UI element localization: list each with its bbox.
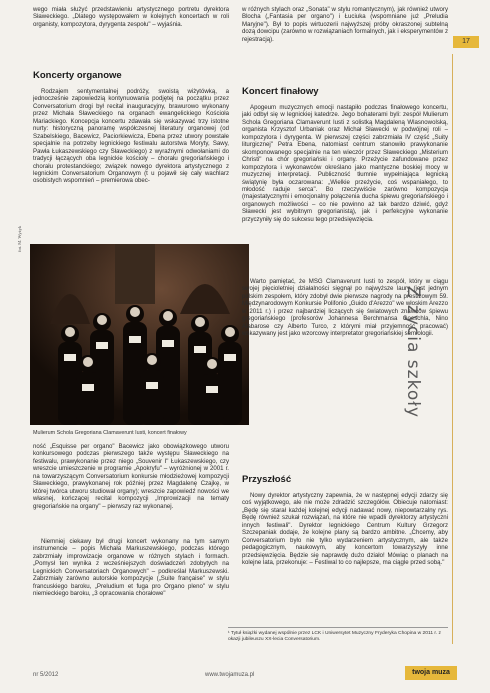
footnote: ¹ Tytuł książki wydanej wspólnie przez LCK i Uniwersytet Muzyczny Fryderyka Chopina w 2011 r. z okazji jubileuszu XX-lecia Conversatorium. xyxy=(228,631,441,642)
page-number: 17 xyxy=(453,36,479,48)
section-label xyxy=(403,222,479,482)
heading-przyszlosc: Przyszłość xyxy=(242,474,292,485)
col2-top-paragraph: w różnych stylach oraz „Sonata" w stylu romantycznym), jak również utwory Blocha („Fantasia per organo") i Łuciuka (wspomniane już „Preludia Maryjne"). Był to popis wirtuozerii najwyższej próby okraszonej subtelną dozą dowcipu (zarówno w rozwiązaniach formalnych, jak i eksperymentów z rejestracją). xyxy=(242,6,448,43)
website-link[interactable]: www.twojamuza.pl xyxy=(205,672,255,678)
heading-koncert-finalowy: Koncert finałowy xyxy=(242,86,319,97)
magazine-brand: twoja muza xyxy=(405,666,457,680)
margin-rule xyxy=(452,54,453,644)
photo-credit: fot. M. Wyżyk xyxy=(17,225,22,252)
col2-final-concert-paragraph: Apogeum muzycznych emocji nastąpiło podczas finałowego koncertu, jaki odbył się w legnickiej katedrze. Jego bohaterami byli: zespół Mulierum Schola Gregoriana Clamaverunt Iusti z solistką Magdaleną Wlasnowolską, organista Krzysztof Urbaniak oraz Michał Sławecki w podwójnej roli – kompozytora i dyrygenta. W pierwszej części zabrzmiała IV część „Suity liturgicznej" Petra Ebena, natomiast centrum stanowiło prawykonanie skomponowanego specjalnie na ten wieczór przez Sławeckiego „Misterium Christi" na chór gregoriański i organy. Przeżycie zafundowane przez kompozytora i wykonawców określano jako mantyczne boskiej mocy w muzycznej interpretacji. Publiczność tłumnie wypełniająca legnicką świątynię była oczarowana: „Wielkie przeżycie, coś wspaniałego, to młodość raduje serca". Bo rzeczywiście zarówno kompozycja (majestatycznymi i emocjonalny połączenia ducha śpiewu gregoriańskiego i organowych możliwości – co nie powinno aż tak bardzo dziwić, gdyż Sławecki jest wybitnym gregorianistą), jak i perfekcyjne wykonanie przyczyniły się do sukcesu tego przedsięwzięcia. xyxy=(242,104,448,223)
issue-number: nr 5/2012 xyxy=(33,672,59,678)
col1-organ-paragraph: Rodzajem sentymentalnej podróży, swoistą wiżytówką, a jednocześnie zapowiedzią kontynuowania podjętej na początku przez Conversatorium drogi był recital inauguracyjny, brawurowo wykonany przez Michała Sławeckiego na organach ewangelickiego Kościoła Mariackiego. Koncepcja koncertu zdawała się wskazywać trzy istotne nurty: historyczną panoramę współczesnej literatury organowej (od Szabelskiego, Bacewicz, Paciorkiewicza, Ebena przez utwory powstałe specjalnie na potrzeby legnickiego festiwalu autorstwa Moryty, Sawy, Pawła Łukaszewskiego czy Sławeckiego) z wyraźnymi odwołaniami do tradycji łączących oba legnickie kościoły – chorału gregoriańskiego i chorału protestanckiego; związek nowego dyrektora artystycznego z legnickim Conversatorium Organowym (t u pojawił się cały wachlarz osobistych wspomnień – premierowa obec- xyxy=(33,88,229,185)
col1-intro-paragraph: wego miała służyć przedstawieniu artystycznego portretu dyrektora Sławeckiego. „Dlatego występowałem w kolejnych koncertach w roli organisty, kompozytora, dyrygenta zespołu" – wyjaśnia. xyxy=(33,6,229,28)
col1-continuation-paragraph: ność „Esquisse per organo" Bacewicz jako obowiązkowego utworu konkursowego podczas pierwszego także występu Sławeckiego na festiwalu, prawykonanie przez niego „Souvenir I" Łukaszewskiego, czy wreszcie umieszczenie w programie „Apokryfu" – wyróżnionej w 2001 r. na towarzyszącym Conversatorium konkursie młodzieżowej kompozycji Sławeckiego, prawykonanej rok później przez Magdalenę Czajkę, w której twórca utworu studiował organy); wreszcie zapowiedź nowości we własnej, kończącej recital kompozycji „Improwizacji na tematy gregoriańskie na organy" – pierwszy raz wykonanej. xyxy=(33,443,229,510)
photo-caption: Mulierum Schola Gregoriana Clamaverunt Iusti, koncert finałowy xyxy=(33,430,187,436)
col2-future-paragraph: Nowy dyrektor artystyczny zapewnia, że w następnej edycji zdarzy się coś wyjątkowego, ale nie może zdradzić szczegółów. Obiecuje natomiast: „Będę się starał każdej kolejnej edycji nadawać nowy, niepowtarzalny rys. Będę również szukał rozwiązań, na które nie wpadli dyrektorzy artystyczni innych festiwali". Dyrektor legnickiego Centrum Kultury Grzegorz Szczepaniak dodaje, że kolejne plany są bardzo ambitne. „Chcemy, aby Conversatorium było nie tylko wydarzeniem artystycznym, ale także pedagogicznym, naukowym, aby koncertom towarzyszyły inne przedsięwzięcia. Będzie się naprawdę dużo działo! Mówiąc o planach na kolejne lata, przekonuje: – Festiwal to co najlepsze, ma ciągle przed sobą." xyxy=(242,492,448,567)
heading-koncerty-organowe: Koncerty organowe xyxy=(33,70,122,81)
footnote-divider xyxy=(228,627,448,628)
concert-photo xyxy=(30,244,249,425)
col2-ensemble-paragraph: Warto pamiętać, że MSG Clamaverunt Iusti to zespół, który w ciągu swojej pięcioletniej działalności sięgnął po najwyższe laury (jest jednym polskim zespołem, który zdobył dwie pierwsze nagrody na prestiżowym 59. Międzynarodowym Konkursie Polifonio „Guido d'Arezzo" we włoskim Arezzo w 2011 r.) i przez najbardziej liczących się światowych znawców śpiewu gregoriańskiego (profesorów Johannesa Berchmansa Goeschla, Nino Alabarose czy Alberto Turco, z którymi miał przyjemność pracować) wskazywany jest jako wzorcowy interpretator gregoriańskiej semiologii. xyxy=(242,278,448,338)
col1-second-concert-paragraph: Niemniej ciekawy był drugi koncert wykonany na tym samym instrumencie – popis Michała Markuszewskiego, podczas którego zabrzmiały improwizacje organowe w różnych stylach i formach. „Pomysł ten wynika z wcześniejszych doświadczeń zdobytych na Legnickich Conversatoriach Organowych" – podkreślał Markuszewski. Zabrzmiały zarówno autorskie kompozycje („Suite française" w stylu francuskiego baroku, „Preludium et fuga pro Organo pleno" w stylu niemieckiego baroku, „3 opracowania chorałowe" xyxy=(33,538,229,598)
section-label-text: Z życia szkoły xyxy=(403,285,424,419)
